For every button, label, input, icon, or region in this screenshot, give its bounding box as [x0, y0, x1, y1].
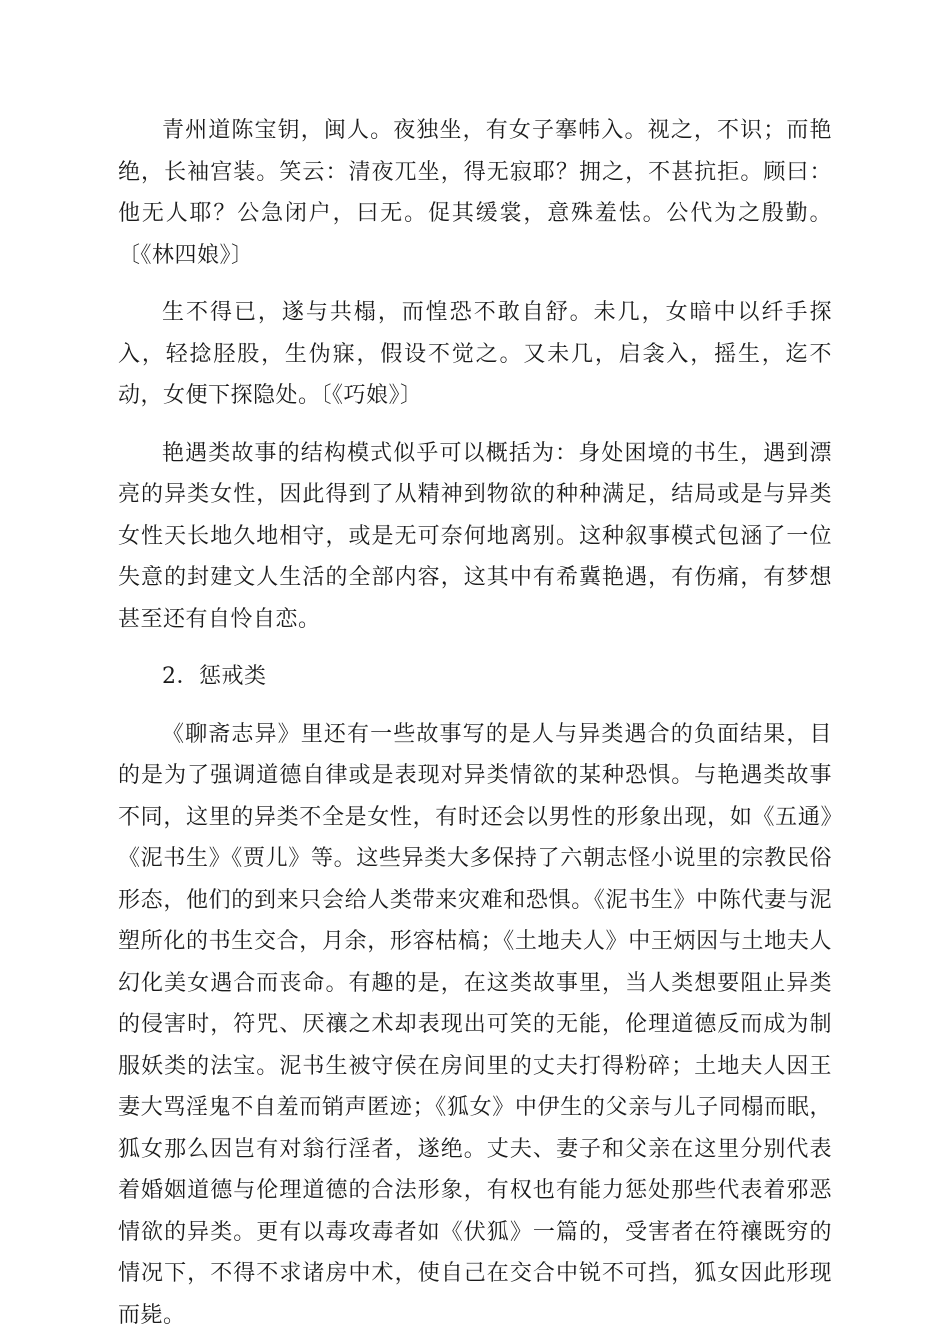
- paragraph-qiao-niang-quote: 生不得已，遂与共榻，而惶恐不敢自舒。未几，女暗中以纤手探入，轻捻胫股，生伪寐，假设不觉之。又未几，启衾入，摇生，迄不动，女便下探隐处。〔《巧娘》〕: [118, 300, 832, 408]
- paragraph-punishment-stories: 《聊斋志异》里还有一些故事写的是人与异类遇合的负面结果，目的是为了强调道德自律或是表现对异类情欲的某种恐惧。与艳遇类故事不同，这里的异类不全是女性，有时还会以男性的形象出现，如《五通》《泥书生》《贾儿》等。这些异类大多保持了六朝志怪小说里的宗教民俗形态，他们的到来只会给人类带来灾难和恐惧。《泥书生》中陈代妻与泥塑所化的书生交合，月余，形容枯槁；《土地夫人》中王炳因与土地夫人幻化美女遇合而丧命。有趣的是，在这类故事里，当人类想要阻止异类的侵害时，符咒、厌禳之术却表现出可笑的无能，伦理道德反而成为制服妖类的法宝。泥书生被守侯在房间里的丈夫打得粉碎；土地夫人因王妻大骂淫鬼不自羞而销声匿迹；《狐女》中伊生的父亲与儿子同榻而眠，狐女那么因岂有对翁行淫者，遂绝。丈夫、妻子和父亲在这里分别代表着婚姻道德与伦理道德的合法形象，有权也有能力惩处那些代表着邪恶情欲的异类。更有以毒攻毒者如《伏狐》一篇的，受害者在符禳既穷的情况下，不得不求诸房中术，使自己在交合中锐不可挡，狐女因此形现而毙。: [118, 721, 832, 1328]
- document-page: [118, 110, 832, 1336]
- section-heading-punishment: 2．惩戒类: [162, 664, 267, 689]
- paragraph-lin-si-niang-quote: 青州道陈宝钥，闽人。夜独坐，有女子搴帏入。视之，不识；而艳绝，长袖宫装。笑云：清夜兀坐，得无寂耶？拥之，不甚抗拒。顾曰：他无人耶？公急闭户，曰无。促其缓裳，意殊羞怯。公代为之殷勤。〔《林四娘》〕: [118, 118, 832, 268]
- paragraph-romance-pattern: 艳遇类故事的结构模式似乎可以概括为：身处困境的书生，遇到漂亮的异类女性，因此得到了从精神到物欲的种种满足，结局或是与异类女性天长地久地相守，或是无可奈何地离别。这种叙事模式包涵了一位失意的封建文人生活的全部内容，这其中有希冀艳遇，有伤痛，有梦想甚至还有自怜自恋。: [118, 440, 832, 632]
